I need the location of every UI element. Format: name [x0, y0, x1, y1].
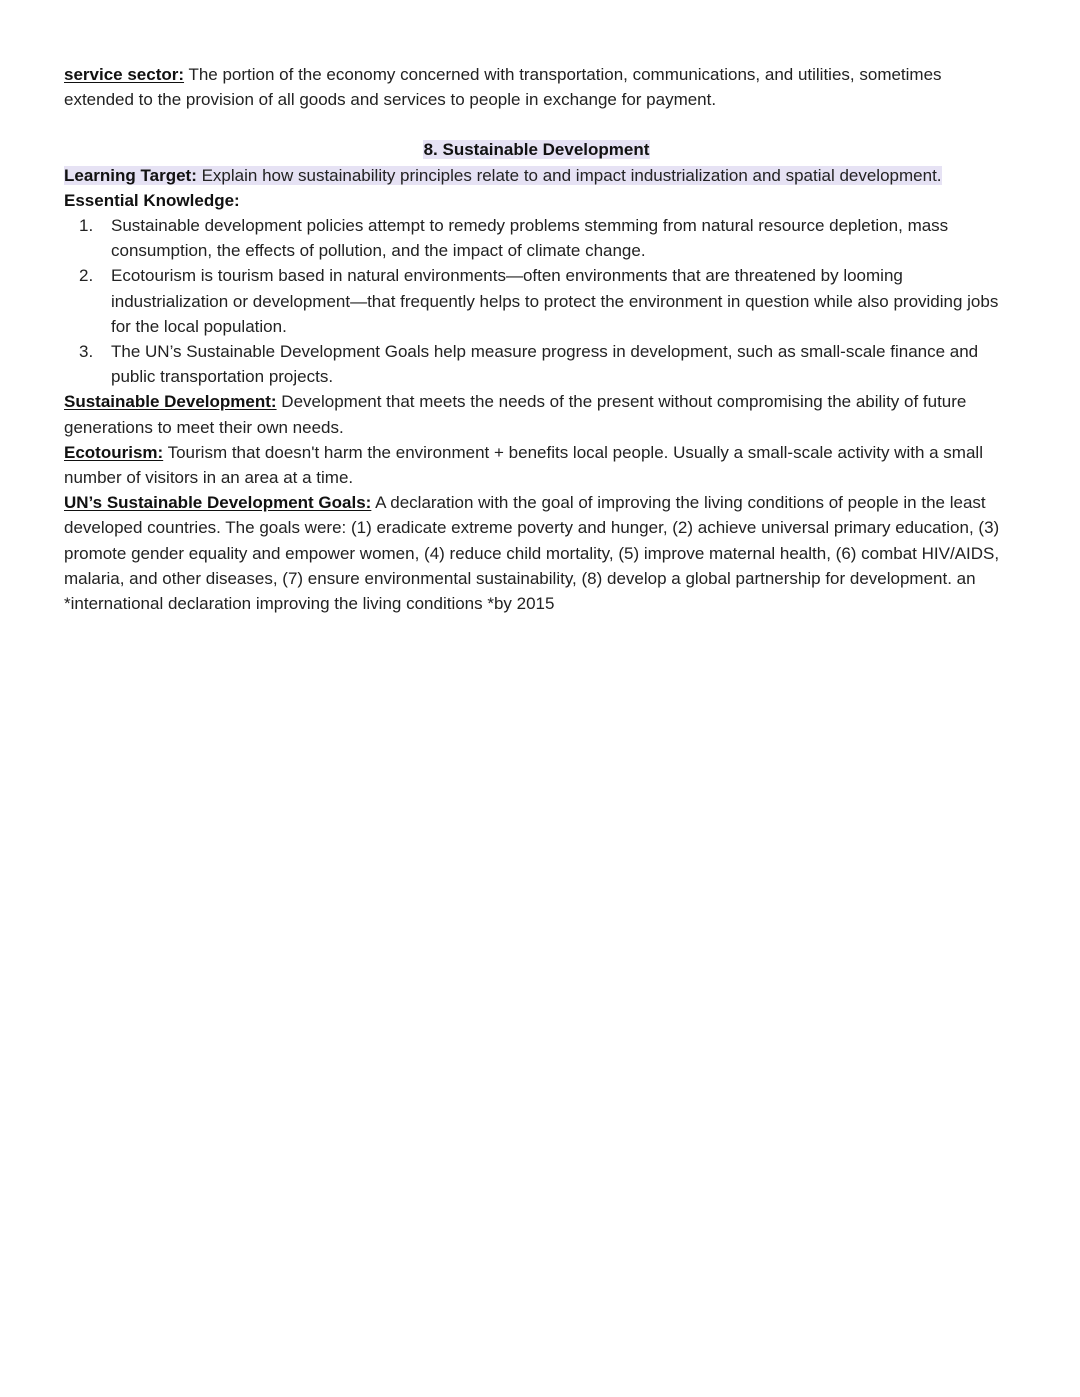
list-item [64, 213, 1009, 263]
learning-target [64, 163, 1009, 188]
list-item-number: 1. [79, 216, 94, 236]
learning-target-label: Learning Target: [64, 165, 197, 185]
list-item-text: Ecotourism is tourism based in natural environments—often environments that are threatened by looming industrialization or development—that frequently helps to protect the environment in question while also providing jobs for the local population. [111, 266, 999, 336]
learning-target-text: Explain how sustainability principles relate to and impact industrialization and spatial development. [196, 165, 942, 185]
list-item-text: Sustainable development policies attempt to remedy problems stemming from natural resource depletion, mass consumption, the effects of pollution, and the impact of climate change. [111, 216, 949, 261]
section-title: 8. Sustainable Development [423, 140, 650, 160]
list-item-number: 2. [79, 266, 94, 286]
list-item [64, 263, 1009, 339]
list-item-text: The UN’s Sustainable Development Goals help measure progress in development, such as small-scale finance and public transportation projects. [111, 342, 979, 387]
definition-text: Tourism that doesn't harm the environment + benefits local people. Usually a small-scale activity with a small number of visitors in an area at a time. [64, 442, 983, 488]
service-sector-term: service sector: [64, 65, 185, 84]
list-item-number: 3. [79, 342, 94, 362]
document-page [64, 62, 1009, 616]
sustainable-development-definition [64, 389, 1009, 439]
list-item [64, 339, 1009, 389]
service-sector-definition [64, 62, 1009, 112]
learning-target-highlight [64, 166, 942, 185]
un-sdg-definition [64, 490, 1009, 616]
section-heading [64, 137, 1009, 162]
definition-text: Development that meets the needs of the present without compromising the ability of future generations to meet their own needs. [64, 392, 967, 437]
ecotourism-definition [64, 440, 1009, 490]
essential-knowledge-label: Essential Knowledge: [64, 190, 240, 210]
service-sector-text: The portion of the economy concerned with transportation, communications, and utilities, sometimes extended to the provision of all goods and services to people in exchange for payment. [64, 65, 942, 110]
essential-knowledge-list [64, 213, 1009, 389]
definition-term: UN’s Sustainable Development Goals: [64, 493, 372, 513]
definition-text: A declaration with the goal of improving the living conditions of people in the least developed countries. The goals were: (1) eradicate extreme poverty and hunger, (2) achieve universal primary education, (3) promote gender equality and empower women, (4) reduce child mortality, (5) improve maternal health, (6) combat HIV/AIDS, malaria, and other diseases, (7) ensure environmental sustainability, (8) develop a global partnership for development. an *international declaration improving the living conditions *by 2015 [64, 493, 1000, 614]
definition-term: Ecotourism: [64, 442, 164, 462]
definition-term: Sustainable Development: [64, 392, 277, 412]
